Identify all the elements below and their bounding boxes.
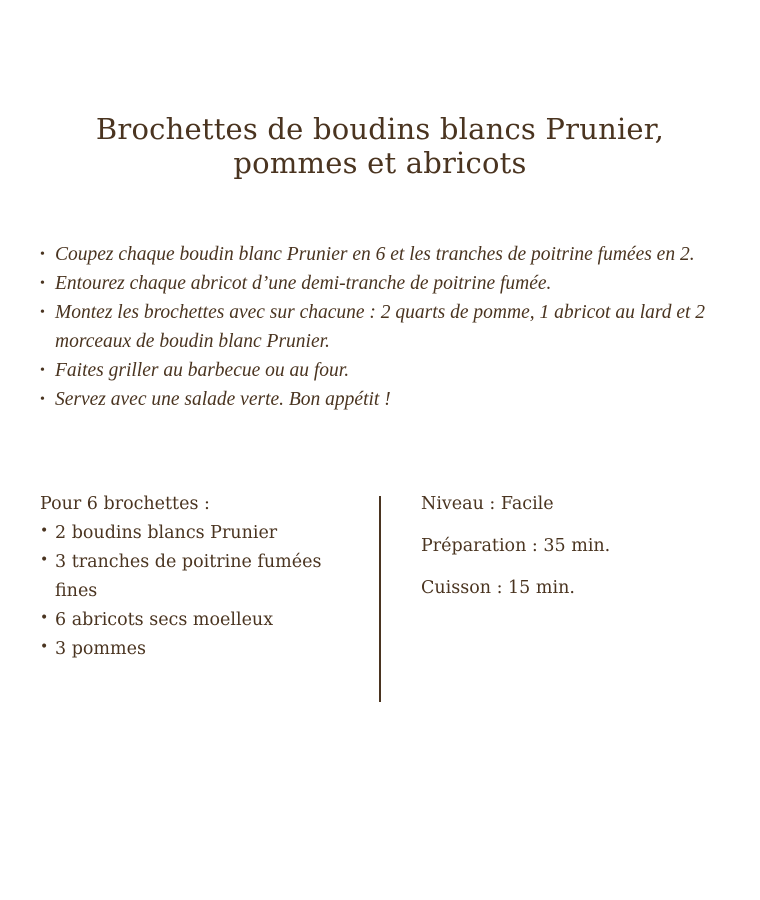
recipe-step [40,385,730,414]
ingredient-item [40,635,360,664]
recipe-title [0,112,760,180]
recipe-step [40,356,730,385]
recipe-meta [421,490,741,616]
ingredient-text: 3 tranches de poitrine fumées fines [55,552,322,601]
recipe-step-text: Entourez chaque abricot d’une demi-tranche de poitrine fumée. [55,273,552,294]
ingredients-list [40,519,360,664]
preparation-time: Préparation : 35 min. [421,536,611,556]
ingredient-text: 2 boudins blancs Prunier [55,523,278,543]
recipe-title-line-1: Brochettes de boudins blancs Prunier, [95,112,665,146]
ingredient-text: 6 abricots secs moelleux [55,610,274,630]
recipe-step-text: Coupez chaque boudin blanc Prunier en 6 et les tranches de poitrine fumées en 2. [55,244,695,265]
recipe-steps-list [40,240,730,414]
recipe-title-line-2: pommes et abricots [233,146,527,180]
cooking-time: Cuisson : 15 min. [421,578,575,598]
bullet-icon: • [40,363,45,378]
bullet-icon: • [40,305,45,320]
bullet-icon: • [40,552,49,568]
ingredient-item [40,606,360,635]
difficulty-level: Niveau : Facile [421,494,554,514]
vertical-divider [379,496,381,702]
recipe-step-text: Servez avec une salade verte. Bon appétit ! [55,389,391,410]
recipe-step [40,298,730,356]
recipe-step [40,240,730,269]
ingredients-section [40,490,360,664]
bullet-icon: • [40,610,49,626]
bullet-icon: • [40,276,45,291]
ingredient-text: 3 pommes [55,639,146,659]
ingredient-item [40,519,360,548]
bullet-icon: • [40,639,49,655]
ingredients-heading: Pour 6 brochettes : [40,494,210,514]
ingredient-item [40,548,360,606]
bullet-icon: • [40,392,45,407]
recipe-step [40,269,730,298]
recipe-step-text: Faites griller au barbecue ou au four. [55,360,350,381]
recipe-step-text: Montez les brochettes avec sur chacune : 2 quarts de pomme, 1 abricot au lard et 2 morceaux de boudin blanc Prunier. [55,302,706,352]
bullet-icon: • [40,523,49,539]
bullet-icon: • [40,247,45,262]
